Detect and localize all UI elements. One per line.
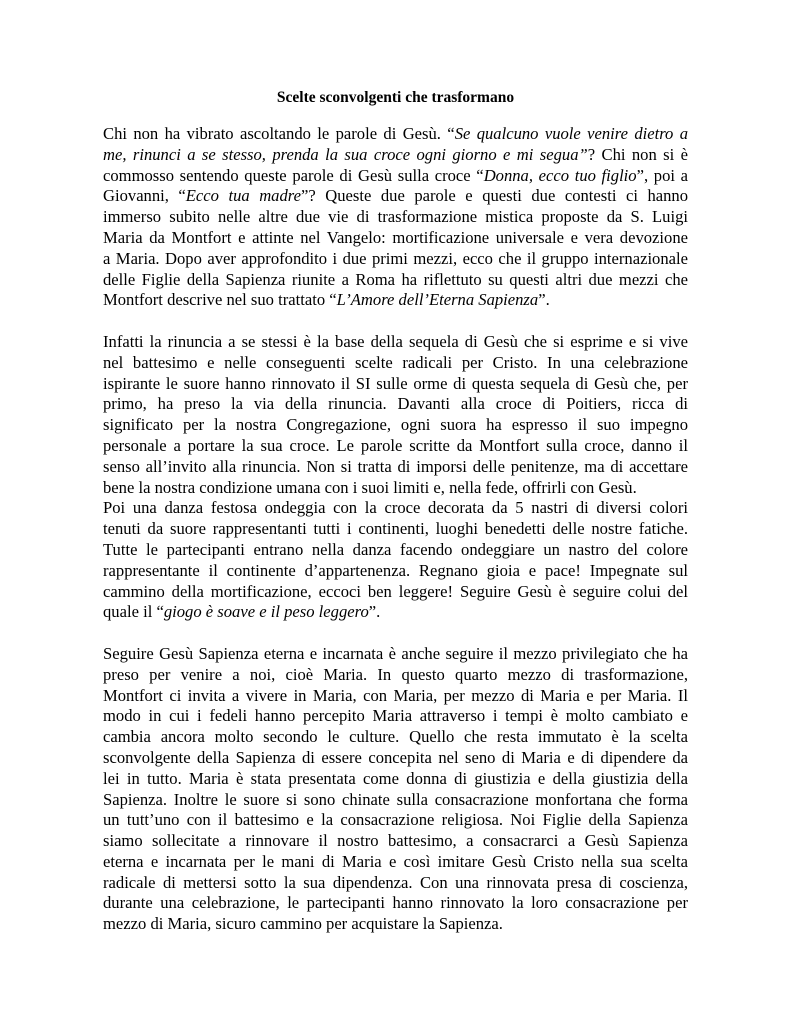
text-segment: ? Chi non si è xyxy=(587,144,688,164)
text-segment: lei in tutto. Maria è stata presentata come donna di giustizia e della giustizia della xyxy=(103,768,688,788)
text-segment: Maria da Montfort e attinte nel Vangelo: mortificazione universale e vera devozione xyxy=(103,227,688,247)
text-segment: primo, ha preso la via della rinuncia. Davanti alla croce di Poitiers, ricca di xyxy=(103,394,688,414)
text-segment: Seguire Gesù Sapienza eterna e incarnata è anche seguire il mezzo privilegiato che ha xyxy=(103,643,688,663)
text-line xyxy=(103,124,688,145)
text-segment: ispirante le suore hanno rinnovato il SI sulle orme di questa sequela di Gesù che, per xyxy=(103,373,688,393)
paragraph-gap xyxy=(103,311,688,332)
text-line xyxy=(103,145,688,166)
text-segment: a Maria. Dopo aver approfondito i due primi mezzi, ecco che il gruppo internazionale xyxy=(103,248,688,268)
italic-quote: giogo è soave e il peso leggero xyxy=(163,602,369,622)
text-line xyxy=(103,790,688,811)
text-line xyxy=(103,831,688,852)
text-line xyxy=(103,457,688,478)
text-line xyxy=(103,207,688,228)
text-segment: personale a portare la sua croce. Le parole scritte da Montfort sulla croce, danno il xyxy=(103,435,688,455)
text-line xyxy=(103,665,688,686)
text-segment: modo in cui i fedeli hanno percepito Maria attraverso i tempi è molto cambiato e xyxy=(103,706,688,726)
italic-quote: Ecco tua madre xyxy=(185,186,301,206)
text-line xyxy=(103,270,688,291)
text-line xyxy=(103,893,688,914)
text-segment: bene la nostra condizione umana con i suoi limiti e, nella fede, offrirli con Gesù. xyxy=(103,477,637,497)
text-line xyxy=(103,478,688,499)
text-line xyxy=(103,706,688,727)
text-line xyxy=(103,186,688,207)
text-segment: rappresentante il continente d’appartenenza. Regnano gioia e pace! Impegnate sul xyxy=(103,560,688,580)
text-line xyxy=(103,769,688,790)
italic-quote: Donna, ecco tuo figlio xyxy=(483,165,637,185)
text-line xyxy=(103,166,688,187)
text-line xyxy=(103,852,688,873)
text-segment: ”. xyxy=(538,290,550,310)
text-line xyxy=(103,394,688,415)
text-segment: durante una celebrazione, le partecipanti hanno rinnovato la loro consacrazione per xyxy=(103,893,688,913)
document-title: Scelte sconvolgenti che trasformano xyxy=(276,89,515,106)
text-segment: eterna e incarnata per le mani di Maria e così imitare Gesù Cristo nella sua scelta xyxy=(103,851,688,871)
text-segment: Montfort descrive nel suo trattato “ xyxy=(103,290,337,310)
text-line xyxy=(103,249,688,270)
text-line xyxy=(103,602,688,623)
text-segment: Tutte le partecipanti entrano nella danza facendo ondeggiare un nastro del colore xyxy=(103,539,688,559)
text-line xyxy=(103,686,688,707)
text-segment: delle Figlie della Sapienza riunite a Roma ha riflettuto su questi altri due mezzi che xyxy=(103,269,688,289)
text-segment: sconvolgente della Sapienza di essere concepita nel seno di Maria e di dipendere da xyxy=(103,747,688,767)
text-segment: tenuti da suore rappresentanti tutti i continenti, luoghi benedetti delle nostre fatiche. xyxy=(103,519,688,539)
text-segment: siamo sollecitate a rinnovare il nostro battesimo, a consacrarci a Gesù Sapienza xyxy=(103,831,688,851)
text-segment: ”? Queste due parole e questi due contesti ci hanno xyxy=(301,186,688,206)
paragraph-gap xyxy=(103,623,688,644)
text-line xyxy=(103,582,688,603)
text-segment: Giovanni, “ xyxy=(103,186,186,206)
text-line xyxy=(103,228,688,249)
text-line xyxy=(103,914,688,935)
italic-quote: me, rinunci a se stesso, prenda la sua croce ogni giorno e mi segua” xyxy=(103,144,588,164)
text-line xyxy=(103,748,688,769)
text-line xyxy=(103,436,688,457)
italic-quote: L’Amore dell’Eterna Sapienza xyxy=(336,290,539,310)
text-segment: Infatti la rinuncia a se stessi è la base della sequela di Gesù che si esprime e si vive xyxy=(103,331,688,351)
italic-quote: Se qualcuno vuole venire dietro a xyxy=(454,124,688,143)
text-segment: Sapienza. Inoltre le suore si sono chinate sulla consacrazione monfortana che forma xyxy=(103,789,688,809)
text-line xyxy=(103,727,688,748)
text-line xyxy=(103,644,688,665)
text-line xyxy=(103,873,688,894)
text-line xyxy=(103,332,688,353)
text-segment: ”, poi a xyxy=(636,165,688,185)
text-line xyxy=(103,353,688,374)
text-segment: Chi non ha vibrato ascoltando le parole di Gesù. “ xyxy=(103,124,455,143)
text-line xyxy=(103,498,688,519)
text-segment: radicale di mettersi sotto la sua dipendenza. Con una rinnovata presa di coscienza, xyxy=(103,872,688,892)
text-segment: preso per venire a noi, cioè Maria. In questo quarto mezzo di trasformazione, xyxy=(103,664,688,684)
text-segment: Montfort ci invita a vivere in Maria, con Maria, per mezzo di Maria e per Maria. Il xyxy=(103,685,688,705)
text-segment: un tutt’uno con il battesimo e la consacrazione religiosa. Noi Figlie della Sapienza xyxy=(103,810,688,830)
text-segment: nel battesimo e nelle conseguenti scelte radicali per Cristo. In una celebrazione xyxy=(103,352,688,372)
text-segment: cambia ancora molto secondo le culture. Quello che resta immutato è la scelta xyxy=(103,727,688,747)
text-segment: senso all’invito alla rinuncia. Non si tratta di imporsi delle penitenze, ma di accettare xyxy=(103,456,688,476)
text-segment: quale il “ xyxy=(103,602,164,622)
text-line xyxy=(103,415,688,436)
text-segment: ”. xyxy=(368,602,381,622)
text-line xyxy=(103,374,688,395)
document-body xyxy=(103,124,688,935)
text-segment: significato per la nostra Congregazione, ogni suora ha espresso il suo impegno xyxy=(103,415,688,435)
text-segment: Poi una danza festosa ondeggia con la croce decorata da 5 nastri di diversi colori xyxy=(103,498,688,518)
text-segment: cammino della mortificazione, eccoci ben leggere! Seguire Gesù è seguire colui del xyxy=(103,581,688,601)
text-segment: mezzo di Maria, sicuro cammino per acquistare la Sapienza. xyxy=(103,914,503,934)
text-line xyxy=(103,519,688,540)
text-line xyxy=(103,810,688,831)
text-line xyxy=(103,290,688,311)
text-line xyxy=(103,540,688,561)
text-segment: commosso sentendo queste parole di Gesù sulla croce “ xyxy=(103,165,484,185)
text-segment: immerso subito nelle altre due vie di trasformazione mistica proposte da S. Luigi xyxy=(103,207,688,227)
text-line xyxy=(103,561,688,582)
